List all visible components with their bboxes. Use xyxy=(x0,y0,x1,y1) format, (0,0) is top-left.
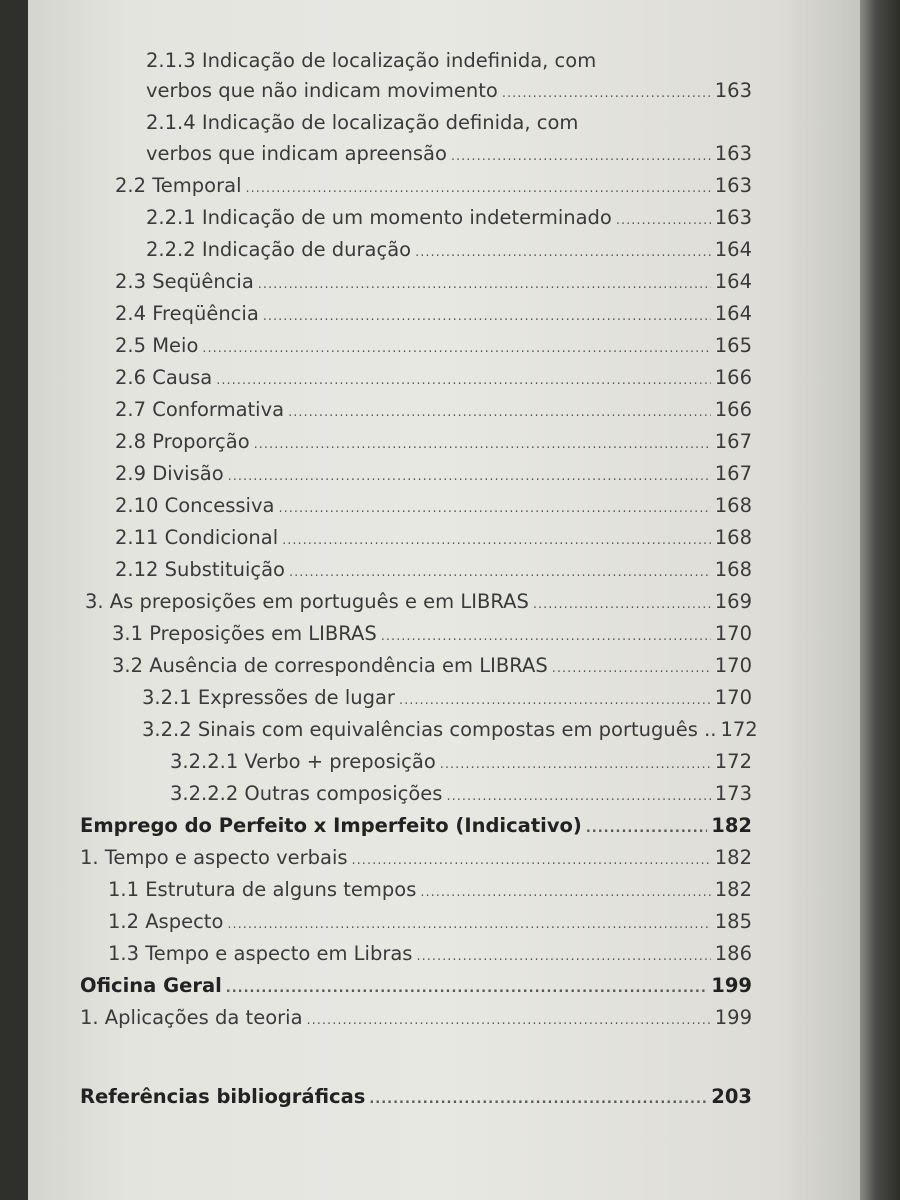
toc-page-number: 182 xyxy=(711,814,752,837)
toc-chapter xyxy=(80,1082,752,1112)
toc-page-number: 164 xyxy=(714,270,752,293)
toc-entry-label: 2.3 Seqüência xyxy=(115,270,254,293)
toc-entry xyxy=(80,1003,752,1033)
dot-leader xyxy=(552,654,711,684)
toc-entry xyxy=(115,331,752,361)
dot-leader xyxy=(263,302,711,332)
toc-entry-label: 2.6 Causa xyxy=(115,366,213,389)
toc-page-number: 199 xyxy=(711,974,752,997)
toc-page-number: 170 xyxy=(714,654,752,677)
dot-leader xyxy=(202,334,710,364)
toc-chapter-label: Referências bibliográficas xyxy=(80,1085,366,1108)
dot-leader xyxy=(420,878,710,908)
dot-leader xyxy=(246,174,711,204)
toc-entry-label: 3.1 Preposições em LIBRAS xyxy=(112,622,377,645)
toc-entry xyxy=(146,139,752,169)
toc-entry-label: 2.5 Meio xyxy=(115,334,199,357)
toc-page-number: 169 xyxy=(714,590,752,613)
dot-leader xyxy=(227,910,710,940)
toc-entry xyxy=(108,939,752,969)
toc-entry-label: 1. Aplicações da teoria xyxy=(80,1006,303,1029)
dot-leader xyxy=(533,590,711,620)
toc-page-number: 166 xyxy=(714,398,752,421)
dot-leader xyxy=(502,79,711,109)
toc-entry-label: 1.1 Estrutura de alguns tempos xyxy=(108,878,417,901)
toc-entry-label: 2.4 Freqüência xyxy=(115,302,259,325)
toc-page-number: 163 xyxy=(714,206,752,229)
dot-leader xyxy=(282,526,711,556)
toc-page-number: 168 xyxy=(714,494,752,517)
toc-page-number: 172 xyxy=(720,718,758,741)
toc-entry xyxy=(146,76,752,106)
toc-page-number: 163 xyxy=(714,79,752,102)
toc-entry-label: 2.7 Conformativa xyxy=(115,398,285,421)
toc-chapter xyxy=(80,971,752,1001)
toc-entry-label: 2.2.2 Indicação de duração xyxy=(146,238,412,261)
toc-page-number: 199 xyxy=(714,1006,752,1029)
toc-entry-label: 3. As preposições em português e em LIBRAS xyxy=(85,590,529,613)
toc-entry-label: 2.10 Concessiva xyxy=(115,494,275,517)
toc-entry-label: verbos que não indicam movimento xyxy=(146,79,498,102)
toc-page-number: 163 xyxy=(714,174,752,197)
toc-entry-label: 3.2.1 Expressões de lugar xyxy=(142,686,395,709)
toc-page-number: 173 xyxy=(714,782,752,805)
toc-page-number: 164 xyxy=(714,238,752,261)
dot-leader xyxy=(616,206,711,236)
toc-entry xyxy=(146,235,752,265)
toc-page-number: 185 xyxy=(714,910,752,933)
toc-page-number: 170 xyxy=(714,622,752,645)
toc-entry-label: 2.2.1 Indicação de um momento indeterminado xyxy=(146,206,612,229)
toc-chapter-label: Emprego do Perfeito x Imperfeito (Indicativo) xyxy=(80,814,582,837)
toc-entry xyxy=(85,587,752,617)
toc-entry xyxy=(108,907,752,937)
toc-page-number: 166 xyxy=(714,366,752,389)
toc-entry xyxy=(80,843,752,873)
toc-entry xyxy=(146,46,596,76)
dot-leader xyxy=(352,846,711,876)
toc-page-number: 168 xyxy=(714,558,752,581)
toc-entry-label: 2.2 Temporal xyxy=(115,174,242,197)
toc-page-number: 170 xyxy=(714,686,752,709)
toc-chapter xyxy=(80,811,752,841)
book-page xyxy=(28,0,860,1200)
dot-leader xyxy=(258,270,711,300)
dot-leader xyxy=(440,750,711,780)
toc-entry xyxy=(115,171,752,201)
toc-page-number: 167 xyxy=(714,430,752,453)
dot-leader xyxy=(451,142,711,172)
toc-entry xyxy=(115,555,752,585)
dot-leader xyxy=(278,494,710,524)
toc-entry xyxy=(115,395,752,425)
toc-entry-label: 3.2 Ausência de correspondência em LIBRAS xyxy=(112,654,548,677)
toc-entry xyxy=(142,715,758,745)
toc-page-number: 182 xyxy=(714,846,752,869)
dot-leader xyxy=(586,814,707,844)
toc-page-number: 172 xyxy=(714,750,752,773)
dot-leader xyxy=(289,558,711,588)
toc-page-number: 163 xyxy=(714,142,752,165)
toc-entry xyxy=(115,459,752,489)
toc-entry xyxy=(115,491,752,521)
dot-leader xyxy=(288,398,711,428)
toc-entry xyxy=(170,747,752,777)
toc-page-number: 186 xyxy=(714,942,752,965)
toc-page-number: 164 xyxy=(714,302,752,325)
toc-page-number: 165 xyxy=(714,334,752,357)
toc-entry xyxy=(112,651,752,681)
toc-page-number: 203 xyxy=(711,1085,752,1108)
dot-leader xyxy=(228,462,711,492)
toc-entry-label: 1.3 Tempo e aspecto em Libras xyxy=(108,942,413,965)
toc-entry-label: 2.9 Divisão xyxy=(115,462,224,485)
toc-entry-label: 2.1.3 Indicação de localização indefinida, com xyxy=(146,49,597,72)
dot-leader xyxy=(446,782,710,812)
dot-leader xyxy=(416,942,710,972)
dot-leader xyxy=(399,686,711,716)
toc-entry xyxy=(108,875,752,905)
toc-entry-label: verbos que indicam apreensão xyxy=(146,142,447,165)
toc-entry xyxy=(142,683,752,713)
toc-entry-label: 1.2 Aspecto xyxy=(108,910,224,933)
toc-entry xyxy=(115,299,752,329)
dot-leader xyxy=(254,430,711,460)
toc-entry xyxy=(112,619,752,649)
toc-page-number: 168 xyxy=(714,526,752,549)
toc-entry-label: 2.12 Substituição xyxy=(115,558,285,581)
toc-entry-label: 2.1.4 Indicação de localização definida, com xyxy=(146,111,579,134)
toc-entry xyxy=(170,779,752,809)
book-edge xyxy=(860,0,900,1200)
dot-leader xyxy=(369,1085,707,1115)
toc-entry-label: 3.2.2.2 Outras composições xyxy=(170,782,443,805)
dot-leader xyxy=(381,622,711,652)
dot-leader xyxy=(415,238,711,268)
toc-entry xyxy=(115,267,752,297)
toc-entry-label: 2.11 Condicional xyxy=(115,526,279,549)
toc-entry-label: 2.8 Proporção xyxy=(115,430,250,453)
toc-entry xyxy=(146,203,752,233)
toc-entry-label: 3.2.2 Sinais com equivalências compostas em português .. xyxy=(142,718,717,741)
toc-entry xyxy=(115,363,752,393)
toc-chapter-label: Oficina Geral xyxy=(80,974,222,997)
dot-leader xyxy=(226,974,707,1004)
toc-entry xyxy=(146,108,578,138)
dot-leader xyxy=(307,1006,711,1036)
dot-leader xyxy=(216,366,711,396)
toc-entry-label: 3.2.2.1 Verbo + preposição xyxy=(170,750,436,773)
toc-entry-label: 1. Tempo e aspecto verbais xyxy=(80,846,348,869)
toc-page-number: 182 xyxy=(714,878,752,901)
toc-entry xyxy=(115,523,752,553)
toc-entry xyxy=(115,427,752,457)
toc-page-number: 167 xyxy=(714,462,752,485)
